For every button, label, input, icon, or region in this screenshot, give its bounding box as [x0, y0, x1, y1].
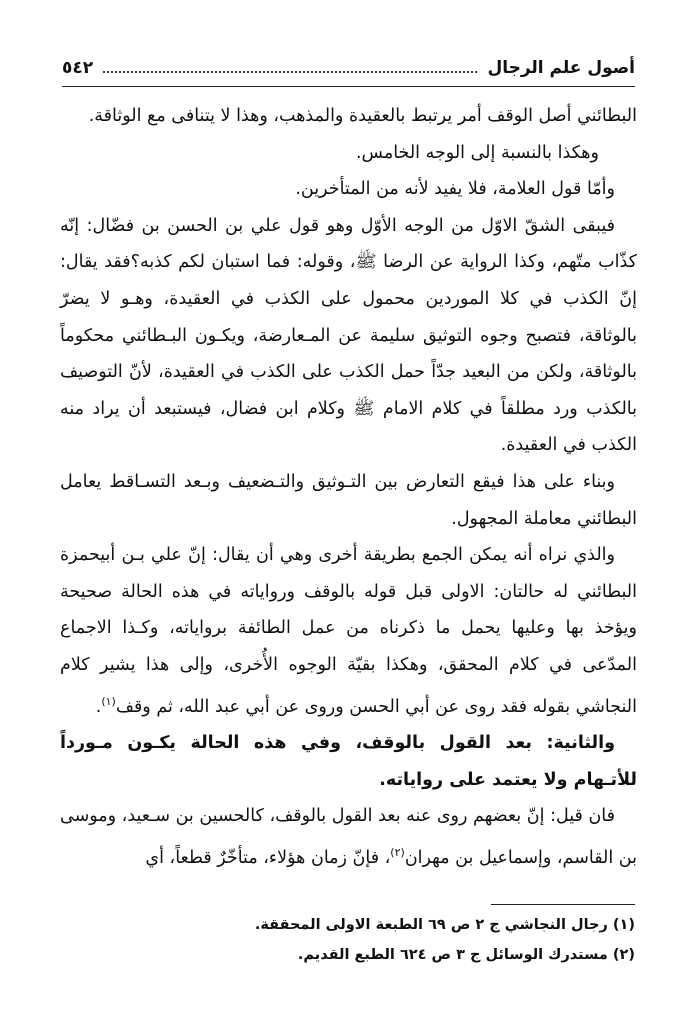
footnotes: [60, 910, 635, 970]
footnote: (٢) مستدرك الوسائل ج ٣ ص ٦٢٤ الطبع القديم.: [297, 947, 635, 963]
footnote: (١) رجال النجاشي ج ٢ ص ٦٩ الطبعة الاولى المحققة.: [254, 917, 635, 933]
footnote-separator: [491, 904, 635, 905]
header-dotted-leader: [103, 71, 477, 73]
paragraph-text: فان قيل: إنّ بعضهم روى عنه بعد القول بالوقف، كالحسين بن سـعيد، وموسى بن القاسم، وإسماعيل بن مهران: [60, 806, 637, 868]
paragraph: وبناء على هذا فيقع التعارض بين التـوثيق والتـضعيف وبـعد التسـاقط يعامل البطائني معاملة المجهول.: [60, 471, 637, 529]
paragraph: [60, 798, 637, 876]
paragraph: البطائني أصل الوقف أمر يرتبط بالعقيدة والمذهب، وهذا لا يتنافى مع الوثاقة.: [88, 106, 637, 126]
paragraph: والذي نراه أنه يمكن الجمع بطريقة أخرى وهي أن يقال: إنّ علي بـن أبيحمزة البطائني له حالتان: الاولى قبل قوله بالوقف ورواياته في هذه الحالة صحيحة ويؤخذ بها وعليها يحمل ما ذكرناه من عمل الطائفة برواياته، وكـذا الاجماع المدّعى في كلام المحقق، وهكذا بقيّة الوجوه الأُخرى، وإلى هذا يشير كلام النجاشي بقوله فقد روى عن أبي الحسن وروى عن أبي عبد الله، ثم وقف$^{(١)}$.: [60, 545, 637, 717]
paragraph: والثانية: بعد القول بالوقف، وفي هذه الحالة يكـون مـورداً للأتـهام ولا يعتمد على رواياته.: [60, 732, 637, 790]
main-text: [60, 98, 637, 876]
book-title: أصول علم الرجال: [487, 58, 635, 78]
paragraph: وهكذا بالنسبة إلى الوجه الخامس.: [355, 142, 599, 163]
page-header: [62, 50, 635, 87]
footnote-marker: (١): [101, 694, 116, 708]
paragraph: وأمّا قول العلامة، فلا يفيد لأنه من المتأخرين.: [295, 179, 615, 200]
paragraph-text: ، فإنّ زمان هؤلاء، متأخّرٌ قطعاً، أي: [145, 847, 391, 868]
footnote-marker: (٢): [390, 845, 405, 859]
paragraph-text: والذي نراه أنه يمكن الجمع بطريقة أخرى وهي أن يقال: إنّ علي بـن أبيحمزة البطائني له حالتان: الاولى قبل قوله بالوقف ورواياته في هذه الحالة صحيحة ويؤخذ بها وعليها يحمل ما ذكرناه من عمل الطائفة برواياته، وكـذا الاجماع المدّعى في كلام المحقق، وهكذا بقيّة الوجوه الأُخرى، وإلى هذا يشير كلام النجاشي بقوله فقد روى عن أبي الحسن وروى عن أبي عبد الله، ثم وقف: [60, 545, 637, 717]
page-number: ٥٤٢: [62, 58, 94, 78]
paragraph: فيبقى الشقّ الاوّل من الوجه الأوّل وهو قول علي بن الحسن بن فضّال: إنّه كذّاب متّهم، وكذا الرواية عن الرضا ﷺ، وقوله: فما استبان لكم كذبه؟فقد يقال: إنّ الكذب في كلا الموردين محمول على الكذب في العقيدة، وهـو لا يضرّ بالوثاقة، فتصبح وجوه التوثيق سليمة عن المـعارضة، ويكـون البـطائني محكوماً بالوثاقة، ولكن من البعيد جدّاً حمل الكذب على الكذب في العقيدة، لأنّ التوصيف بالكذب ورد مطلقاً في كلام الامام ﷺ وكلام ابن فضال، فيستبعد أن يراد منه الكذب في العقيدة.: [60, 215, 637, 456]
